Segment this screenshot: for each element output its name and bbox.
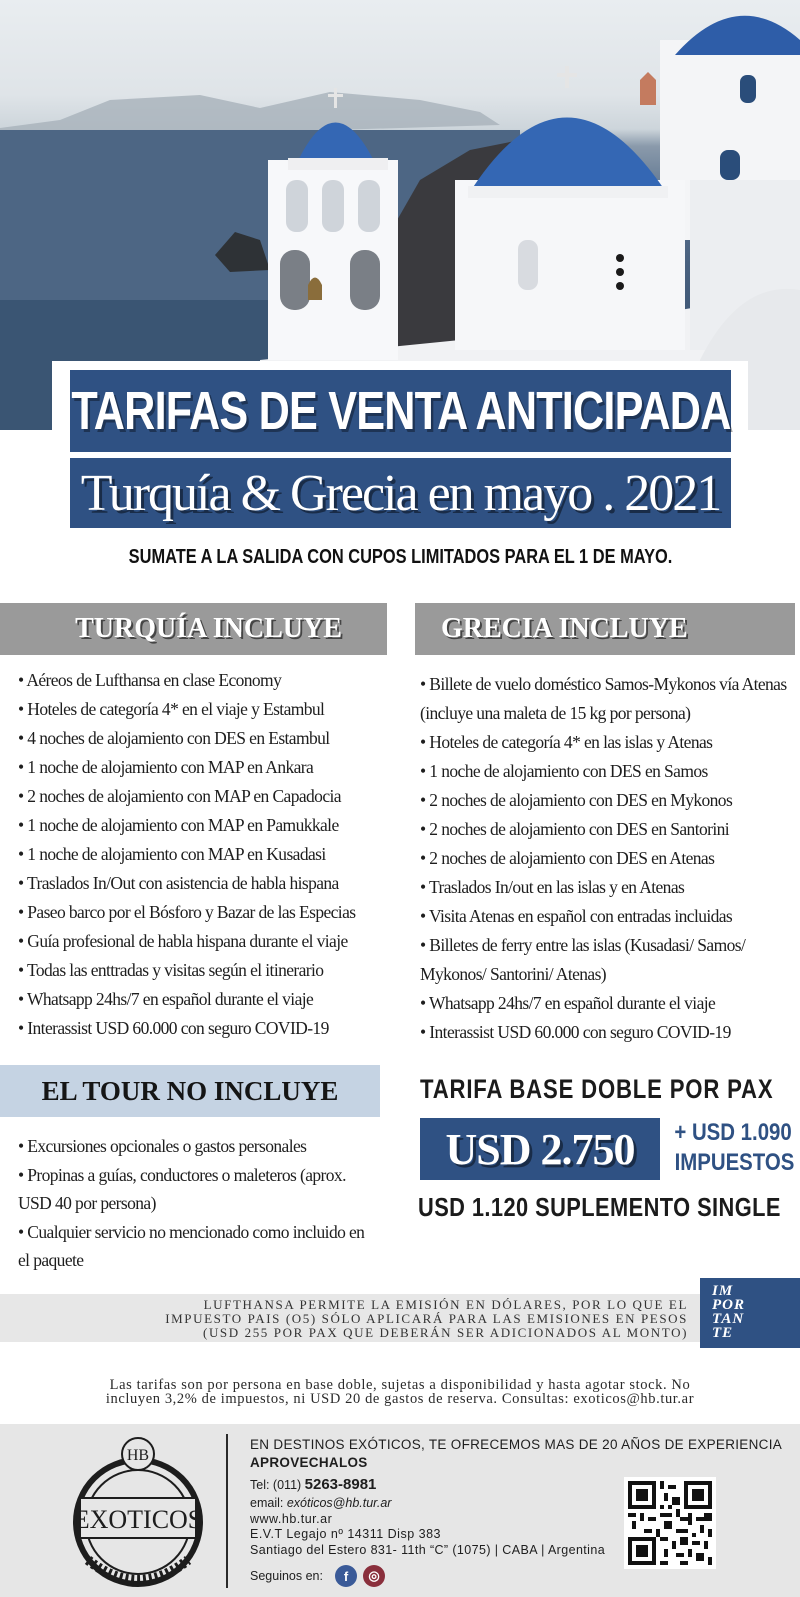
list-item: • Paseo barco por el Bósforo y Bazar de las Especias xyxy=(18,902,356,922)
hb-exoticos-logo xyxy=(58,1432,218,1592)
list-item: • Aéreos de Lufthansa en clase Economy xyxy=(18,670,282,690)
list-item: • 1 noche de alojamiento con MAP en Ankara xyxy=(18,757,314,777)
turquia-list xyxy=(18,666,355,1043)
list-item: • Traslados In/out en las islas y en Atenas xyxy=(420,877,685,897)
list-item: • Todas las enttradas y visitas según el itinerario xyxy=(18,960,324,980)
list-item: • 1 noche de alojamiento con DES en Samos xyxy=(420,761,708,781)
list-item: • Whatsapp 24hs/7 en español durante el viaje xyxy=(18,989,314,1009)
footer-social xyxy=(250,1565,385,1587)
price-amount: USD 2.750 xyxy=(420,1118,660,1180)
list-item: • 2 noches de alojamiento con DES en Atenas xyxy=(420,848,715,868)
social-label: Seguinos en: xyxy=(250,1569,323,1583)
list-item: • Traslados In/Out con asistencia de habla hispana xyxy=(18,873,339,893)
facebook-icon[interactable]: f xyxy=(335,1565,357,1587)
phone-number[interactable]: 5263-8981 xyxy=(304,1476,377,1493)
list-item: • Guía profesional de habla hispana durante el viaje xyxy=(18,931,348,951)
list-item: • 4 noches de alojamiento con DES en Estambul xyxy=(18,728,330,748)
page-subtitle-destinations: Turquía & Grecia en mayo . 2021 xyxy=(70,458,731,528)
terms-fineprint: Las tarifas son por persona en base doble, sujetas a disponibilidad y hasta agotar stock. No incluyen 3,2% de impuestos, ni USD 20 de gastos de reserva. Consultas: exoticos@hb.tur.ar xyxy=(105,1377,695,1407)
list-item: • 1 noche de alojamiento con MAP en Kusadasi xyxy=(18,844,326,864)
footer-headline: EN DESTINOS EXÓTICOS, TE OFRECEMOS MAS DE 20 AÑOS DE EXPERIENCIA xyxy=(250,1437,783,1452)
important-badge: IM POR TAN TE xyxy=(700,1278,800,1348)
grecia-list xyxy=(420,670,790,1047)
page-title: TARIFAS DE VENTA ANTICIPADA xyxy=(70,370,731,452)
instagram-icon[interactable]: ◎ xyxy=(363,1565,385,1587)
list-item: • Hoteles de categoría 4* en las islas y Atenas xyxy=(420,732,713,752)
list-item: • 1 noche de alojamiento con MAP en Pamukkale xyxy=(18,815,339,835)
email-link[interactable]: exóticos@hb.tur.ar xyxy=(286,1496,392,1510)
list-item: • Interassist USD 60.000 con seguro COVID-19 xyxy=(18,1018,329,1038)
footer-email: email: exóticos@hb.tur.ar xyxy=(250,1496,392,1510)
grecia-header: GRECIA INCLUYE xyxy=(415,603,795,655)
list-item: • Whatsapp 24hs/7 en español durante el viaje xyxy=(420,993,716,1013)
list-item: • Billetes de ferry entre las islas (Kusadasi/ Samos/ Mykonos/ Santorini/ Atenas) xyxy=(420,935,746,984)
footer-address: Santiago del Estero 831- 11th “C” (1075) | CABA | Argentina xyxy=(250,1543,606,1557)
footer-website[interactable]: www.hb.tur.ar xyxy=(250,1512,333,1526)
no-incluye-header: EL TOUR NO INCLUYE xyxy=(0,1065,380,1117)
price-title: TARIFA BASE DOBLE POR PAX xyxy=(420,1074,774,1104)
logo-hb-text: HB xyxy=(126,1447,150,1464)
footer-cta: APROVECHALOS xyxy=(250,1455,368,1470)
footer-divider xyxy=(226,1434,228,1588)
turquia-header: TURQUÍA INCLUYE xyxy=(0,603,387,655)
no-incluye-list xyxy=(18,1132,378,1275)
price-taxes: + USD 1.090 IMPUESTOS xyxy=(674,1119,795,1176)
list-item: • 2 noches de alojamiento con DES en Santorini xyxy=(420,819,730,839)
footer-phone: Tel: (011) 5263-8981 xyxy=(250,1476,377,1493)
departure-tagline: SUMATE A LA SALIDA CON CUPOS LIMITADOS PARA EL 1 DE MAYO. xyxy=(128,546,672,568)
list-item: • Propinas a guías, conductores o maleteros (aprox. USD 40 por persona) xyxy=(18,1164,346,1213)
list-item: • Excursiones opcionales o gastos personales xyxy=(18,1136,307,1156)
list-item: • Interassist USD 60.000 con seguro COVID-19 xyxy=(420,1022,731,1042)
list-item: • 2 noches de alojamiento con DES en Mykonos xyxy=(420,790,733,810)
list-item: • 2 noches de alojamiento con MAP en Capadocia xyxy=(18,786,341,806)
qr-code-icon xyxy=(624,1477,716,1569)
logo-name-text: EXOTICOS xyxy=(73,1505,203,1534)
important-notice: LUFTHANSA PERMITE LA EMISIÓN EN DÓLARES, POR LO QUE EL IMPUESTO PAIS (O5) SÓLO APLICARÁ PARA LAS EMISIONES EN PESOS (USD 255 POR PAX QUE DEBERÁN SER ADICIONADOS AL MONTO) xyxy=(165,1297,688,1340)
list-item: • Cualquier servicio no mencionado como incluido en el paquete xyxy=(18,1221,365,1270)
list-item: • Billete de vuelo doméstico Samos-Mykonos vía Atenas (incluye una maleta de 15 kg por persona) xyxy=(420,674,787,723)
footer-legajo: E.V.T Legajo nº 14311 Disp 383 xyxy=(250,1527,441,1541)
list-item: • Hoteles de categoría 4* en el viaje y Estambul xyxy=(18,699,325,719)
single-supplement: USD 1.120 SUPLEMENTO SINGLE xyxy=(418,1192,781,1222)
list-item: • Visita Atenas en español con entradas incluidas xyxy=(420,906,733,926)
